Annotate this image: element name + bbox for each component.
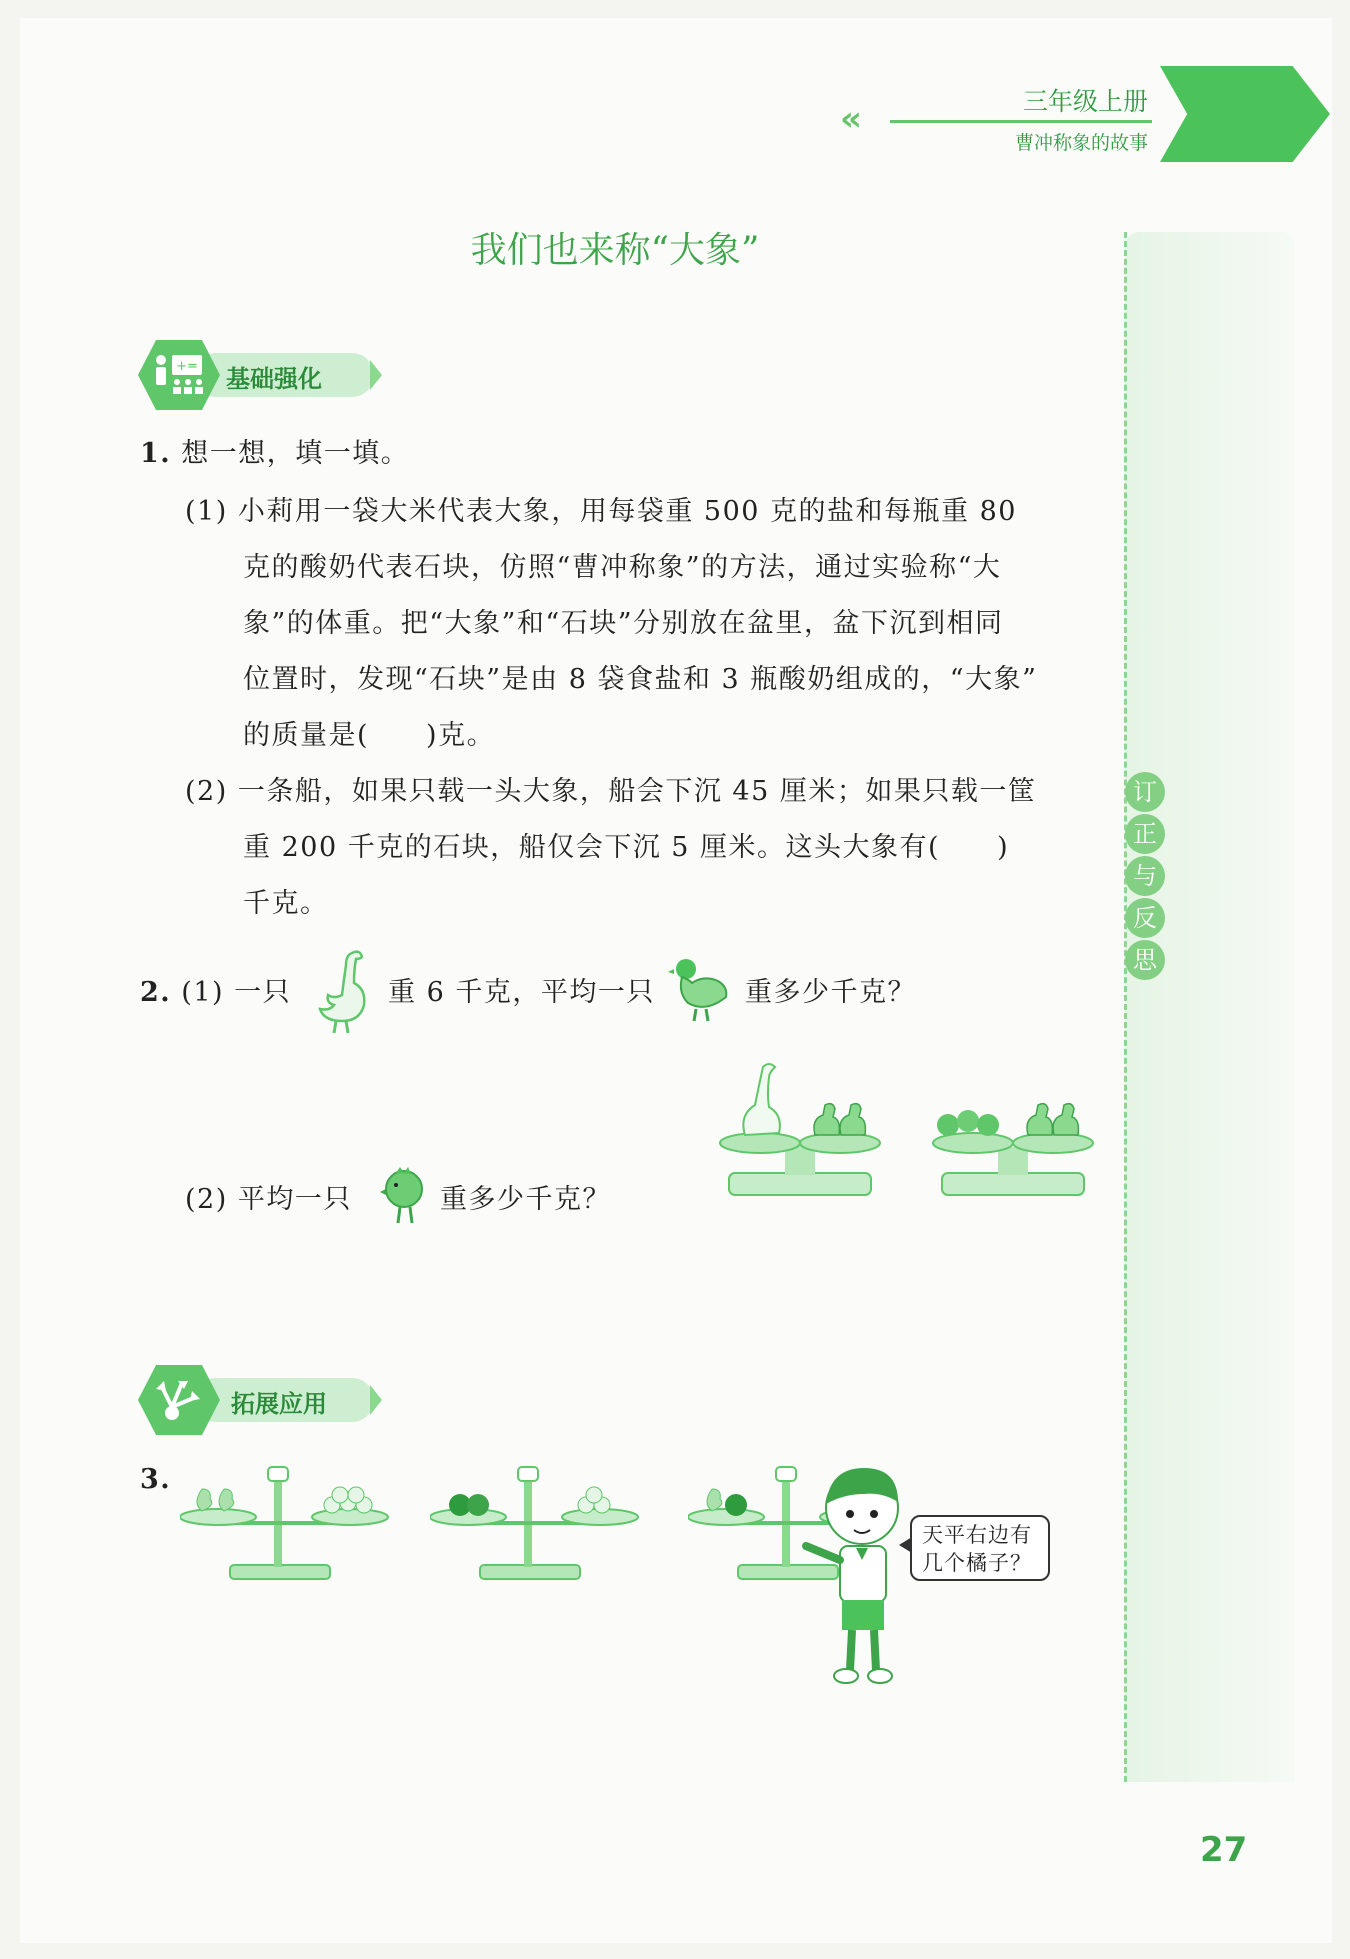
correction-label-char: 订	[1125, 772, 1165, 812]
correction-label-char: 正	[1125, 814, 1165, 854]
balance-scale-pears-vs-oranges	[180, 1465, 400, 1585]
speech-line: 几个橘子？	[922, 1551, 1032, 1575]
q1-p1-line: 位置时，发现“石块”是由 8 袋食盐和 3 瓶酸奶组成的，“大象”	[243, 664, 1038, 695]
section-banner-extend	[138, 1365, 388, 1435]
question-text: 想一想，填一填。	[181, 438, 410, 469]
q1-p1-line: (1) 小莉用一袋大米代表大象，用每袋重 500 克的盐和每瓶重 80	[185, 496, 1017, 527]
header-rule	[890, 120, 1152, 123]
question-number: 2.	[140, 977, 172, 1008]
correction-column	[1125, 232, 1295, 1782]
q1-p2-line: (2) 一条船，如果只载一头大象，船会下沉 45 厘米；如果只载一筐	[185, 776, 1037, 807]
goose-icon	[312, 945, 374, 1035]
scale-chickens-vs-ducks	[928, 1085, 1098, 1200]
speech-bubble	[910, 1515, 1050, 1581]
branching-arrows-icon	[152, 1377, 208, 1423]
q2-p2-start: (2) 平均一只	[185, 1184, 352, 1215]
question-3-number	[140, 1464, 171, 1496]
q2-p1-end: 重多少千克？	[745, 977, 916, 1008]
correction-column-divider	[1124, 232, 1127, 1782]
balance-scale-apples-vs-oranges	[430, 1465, 650, 1585]
teacher-board-icon	[152, 352, 208, 398]
section-title: 拓展应用	[231, 1390, 327, 1418]
question-1-stem	[140, 438, 409, 470]
q2-p2-end: 重多少千克？	[440, 1184, 611, 1215]
chicken-icon	[378, 1165, 428, 1227]
q1-p2-line: 重 200 千克的石块，船仅会下沉 5 厘米。这头大象有( )	[243, 832, 1010, 863]
correction-label-char: 与	[1125, 856, 1165, 896]
speech-line: 天平右边有	[922, 1523, 1032, 1547]
section-title: 基础强化	[226, 365, 322, 393]
question-number: 3.	[140, 1464, 172, 1495]
page-number: 27	[1200, 1830, 1248, 1870]
correction-label	[1125, 772, 1167, 982]
duck-icon	[668, 955, 732, 1025]
header-grade: 三年级上册	[1022, 87, 1148, 116]
section-banner-basic	[138, 340, 388, 410]
page-title: 我们也来称“大象”	[470, 230, 760, 271]
correction-label-char: 反	[1125, 898, 1165, 938]
q1-p1-line: 象”的体重。把“大象”和“石块”分别放在盆里，盆下沉到相同	[243, 608, 1004, 639]
boy-character	[800, 1460, 920, 1695]
header-story: 曹冲称象的故事	[1014, 132, 1148, 154]
q1-p2-line: 千克。	[243, 888, 329, 919]
question-number: 1.	[140, 438, 172, 469]
scale-goose-vs-ducks	[715, 1055, 885, 1200]
correction-label-char: 思	[1125, 940, 1165, 980]
svg-text:+=: +=	[176, 359, 198, 374]
chevron-left-icon: «	[840, 99, 856, 139]
q1-p1-line: 克的酸奶代表石块，仿照“曹冲称象”的方法，通过实验称“大	[243, 552, 1002, 583]
question-text: (1) 一只	[181, 977, 292, 1008]
q1-p1-answer-line: 的质量是( )克。	[243, 720, 496, 751]
q2-p1-mid: 重 6 千克，平均一只	[388, 977, 655, 1008]
question-2-part-1	[140, 977, 291, 1009]
